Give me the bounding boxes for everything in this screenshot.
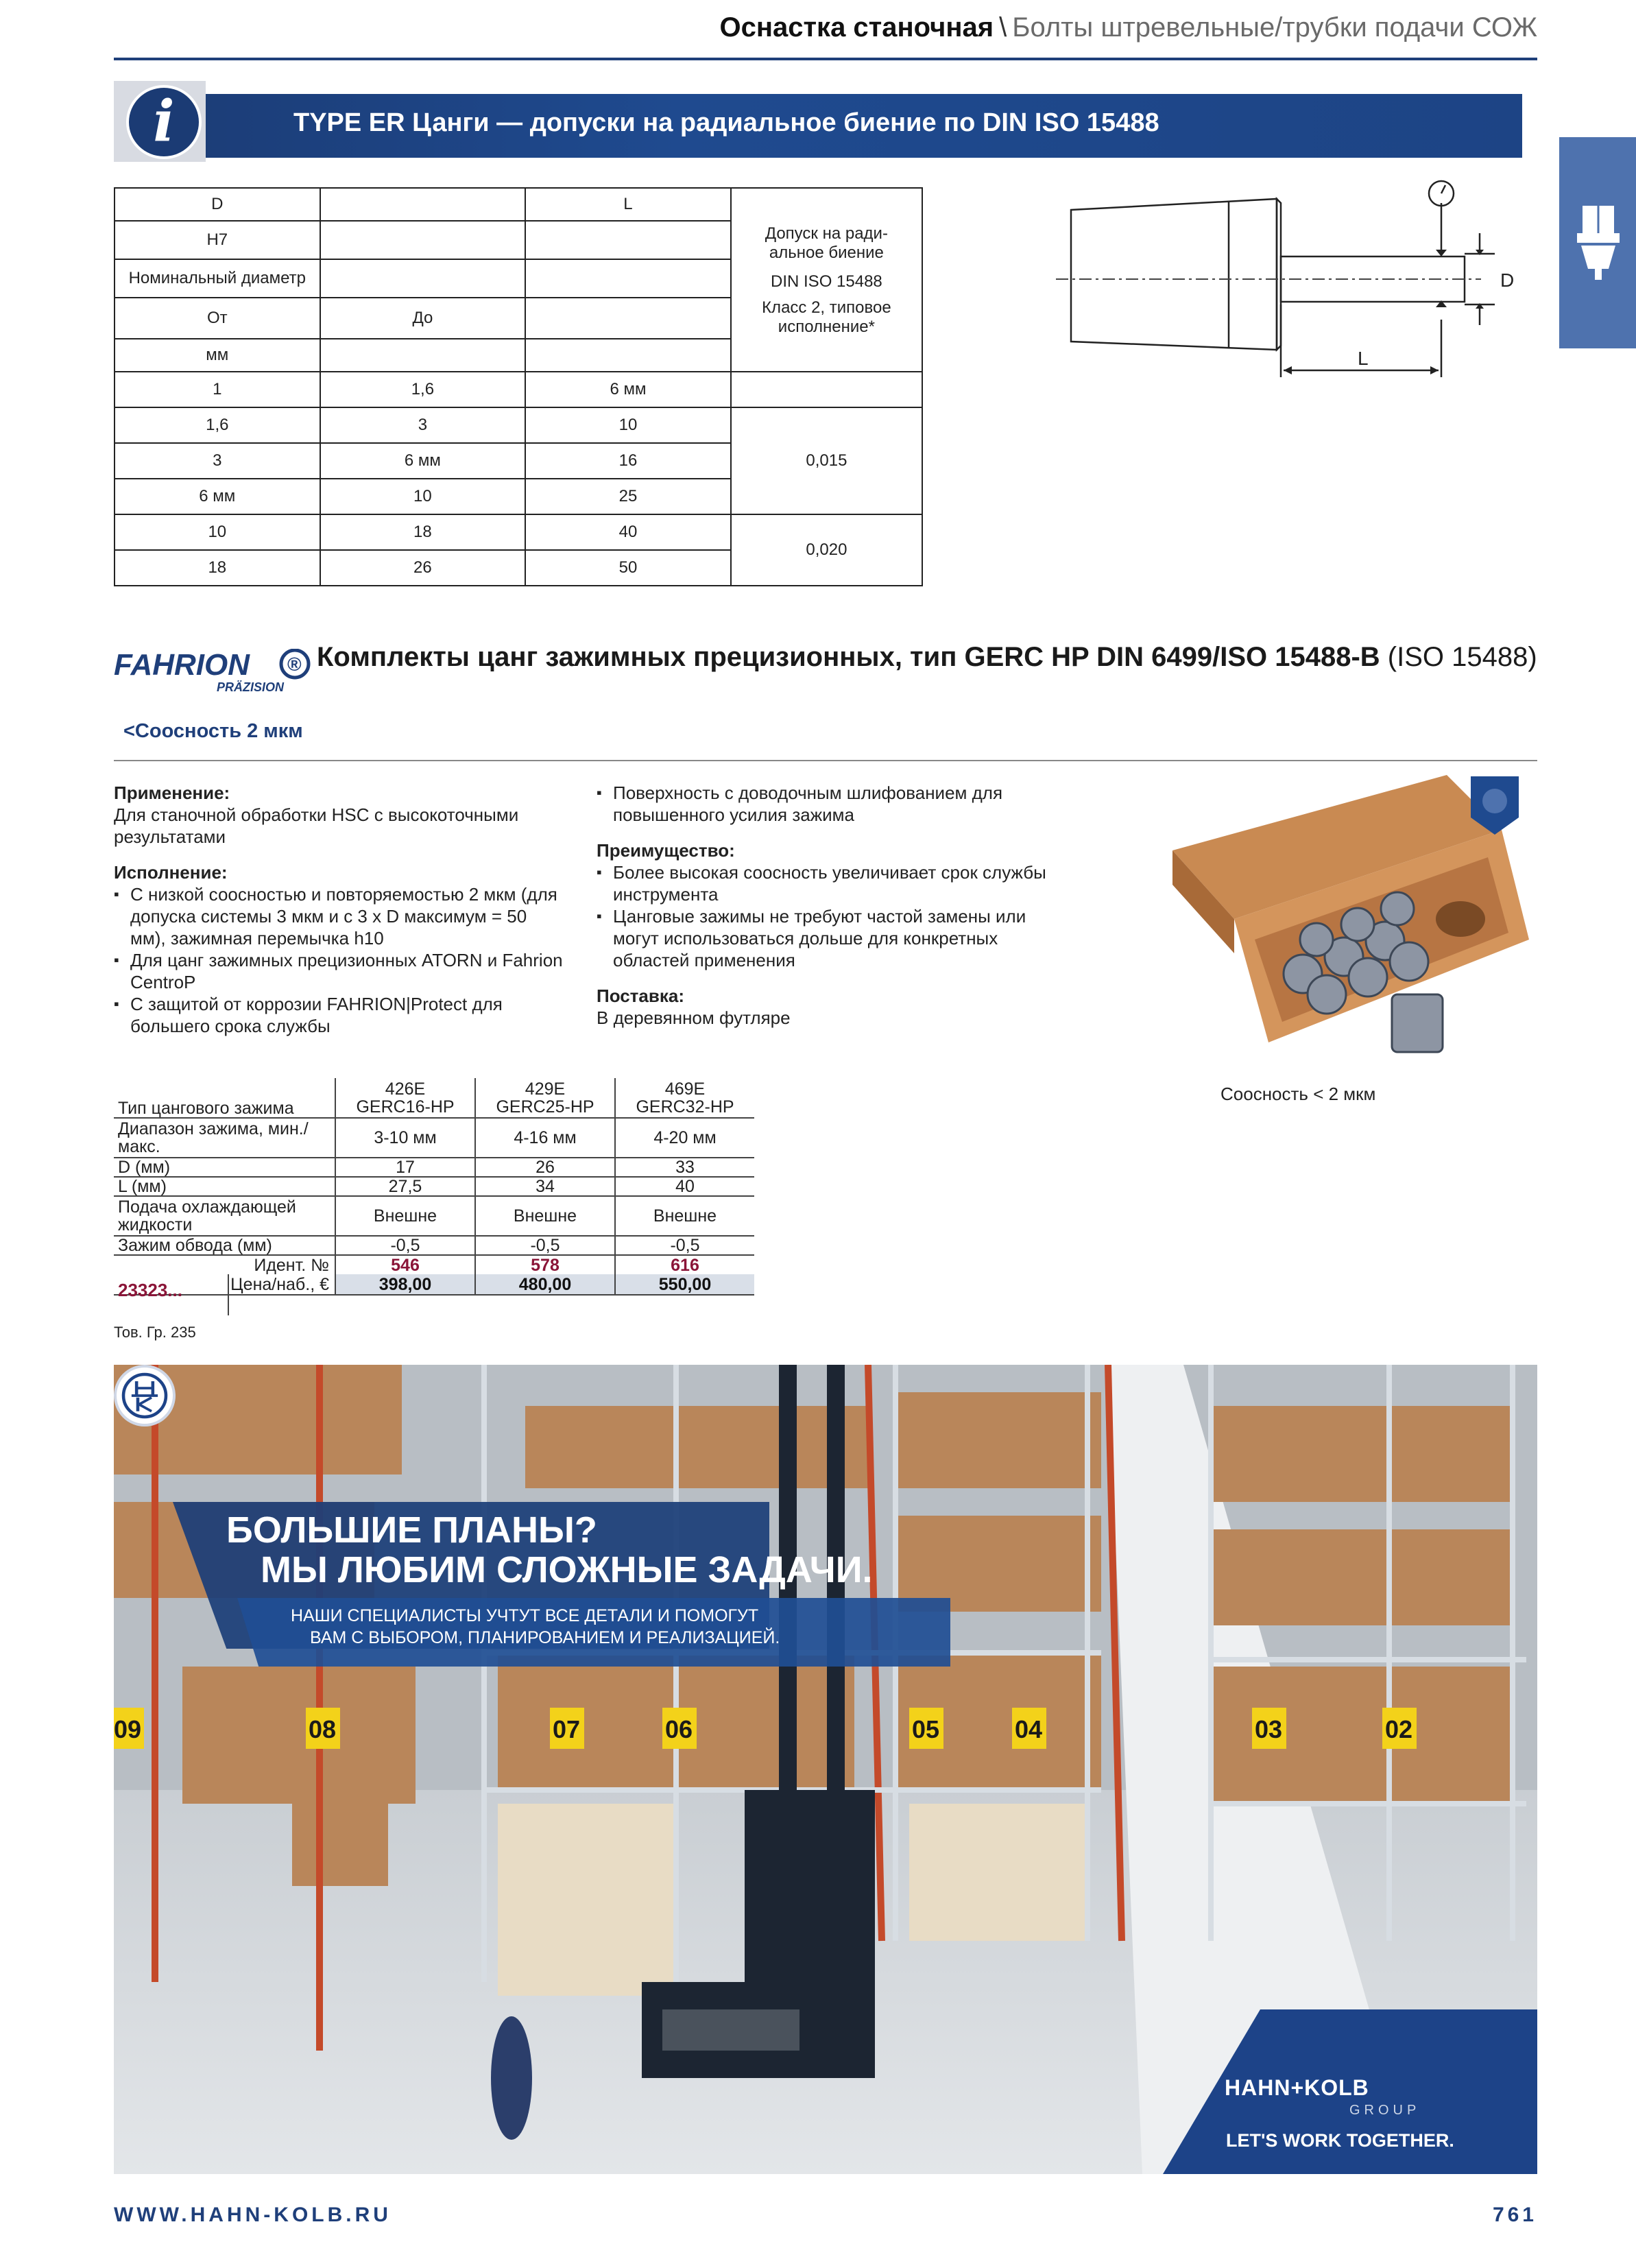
product-title-standard: (ISO 15488) [1380,642,1537,672]
concentricity-tag: <Соосность 2 мкм [123,720,303,742]
header-category: Оснастка станочная [719,12,994,43]
spec-cell: -0,5 [475,1236,615,1255]
tol-cell: 10 [320,479,526,514]
spec-cell: 34 [475,1177,615,1196]
tol-cell: 10 [115,514,320,550]
spec-code: 426E [385,1079,426,1099]
spec-cell: Внешне [475,1196,615,1236]
tol-cell: 1 [115,372,320,407]
list-item: ▪ Для цанг зажимных прецизионных ATORN и Fahrion CentroP [114,949,566,993]
hahn-kolb-brand: HAHN+KOLB [1225,2075,1369,2100]
description-col-1 [114,782,566,1037]
bay-number: 02 [1385,1715,1413,1743]
article-number: 23323... [118,1280,182,1300]
spec-clamp-label: Зажим обвода (мм) [114,1236,335,1255]
product-group: Тов. Гр. 235 [114,1324,196,1341]
ident-number[interactable]: 616 [615,1255,754,1274]
spec-cell: -0,5 [335,1236,475,1255]
execution-heading: Исполнение: [114,862,228,883]
diagram-label-l: L [1358,348,1369,369]
tol-cell: 1,6 [115,407,320,443]
runout-measurement-diagram [1056,178,1536,384]
spec-d-label: D (мм) [114,1158,335,1177]
article-divider [228,1274,229,1315]
spec-cell: 27,5 [335,1177,475,1196]
tol-cell: 6 мм [115,479,320,514]
tol-value-a: 0,015 [731,407,922,514]
spec-code: 469E [664,1079,706,1099]
tol-head-h7: H7 [115,221,320,259]
tol-head-empty [320,188,526,221]
tol-cell: 18 [320,514,526,550]
spec-cell: 33 [615,1158,754,1177]
tol-runout-line-1: Допуск на ради-альное биение [765,224,888,262]
spec-price-label: Цена/наб., € [230,1274,329,1294]
tol-runout-line-3: Класс 2, типовое исполнение* [762,298,891,336]
tol-cell: 16 [525,443,731,479]
ident-number[interactable]: 578 [475,1255,615,1274]
ad-headline-line-1: БОЛЬШИЕ ПЛАНЫ? [226,1509,597,1551]
bay-number: 03 [1255,1715,1283,1743]
header-subcategory: Болты штревельные/трубки подачи СОЖ [1012,12,1537,43]
page-number: 761 [1492,2204,1537,2226]
product-title-main: Комплекты цанг зажимных прецизионных, тип GERC HP DIN 6499/ISO 15488-B [317,642,1380,672]
info-icon: i [126,85,202,159]
runout-tolerance-table [114,187,923,586]
tol-cell: 25 [525,479,731,514]
hahn-kolb-slogan: LET'S WORK TOGETHER. [1226,2130,1454,2151]
tol-head-from: От [115,298,320,339]
delivery-text: В деревянном футляре [597,1007,791,1028]
spec-cell: 26 [475,1158,615,1177]
price-value: 398,00 [335,1274,475,1295]
info-banner-title: TYPE ER Цанги — допуски на радиальное биение по DIN ISO 15488 [293,108,1159,137]
tol-cell: 26 [320,550,526,586]
tol-cell: 50 [525,550,731,586]
warehouse-advertisement[interactable] [114,1365,1537,2174]
spec-cell: 17 [335,1158,475,1177]
application-text: Для станочной обработки HSC с высокоточными результатами [114,804,519,847]
spec-column-2 [475,1078,615,1118]
spec-code: 429E [525,1079,566,1099]
delivery-heading: Поставка: [597,986,684,1006]
tol-head-unit: мм [115,339,320,372]
tol-cell: 6 мм [320,443,526,479]
footer-website-link[interactable]: WWW.HAHN-KOLB.RU [114,2204,392,2226]
list-item: ▪ Более высокая соосность увеличивает срок службы инструмента [597,861,1070,905]
spec-type-label: Тип цангового зажима [114,1078,335,1118]
surface-list [597,782,1070,826]
collet-set-case-image [1159,768,1543,1084]
tol-head-runout [731,188,922,372]
fahrion-logo [114,649,313,694]
bay-number: 09 [114,1715,142,1743]
tol-runout-line-2: DIN ISO 15488 [771,272,882,291]
list-item: ▪ Поверхность с доводочным шлифованием для повышенного усилия зажима [597,782,1070,826]
tol-cell: 10 [525,407,731,443]
spec-cell: Внешне [615,1196,754,1236]
ad-headline-line-2: МЫ ЛЮБИМ СЛОЖНЫЕ ЗАДАЧИ. [261,1549,873,1590]
fahrion-logo-sub: PRÄZISION [217,680,285,694]
bay-number: 05 [912,1715,940,1743]
spec-cell: Внешне [335,1196,475,1236]
price-value: 550,00 [615,1274,754,1295]
header-separator: \ [999,12,1007,43]
advantage-list [597,861,1070,971]
spec-column-3 [615,1078,754,1118]
tol-head-nominal: Номинальный диаметр [115,259,320,298]
page-header [719,12,1537,43]
description-col-2 [597,782,1070,1029]
bay-number: 08 [309,1715,337,1743]
list-item: ▪ С защитой от коррозии FAHRION|Protect для большего срока службы [114,993,566,1037]
tol-cell: 6 мм [525,372,731,407]
spec-l-label: L (мм) [114,1177,335,1196]
fahrion-logo-text: FAHRION [114,649,250,682]
ident-number[interactable]: 546 [335,1255,475,1274]
tol-cell: 3 [320,407,526,443]
fahrion-logo-mark: ® [287,654,302,675]
spec-ident-label: Идент. № [254,1255,329,1275]
tol-cell: 3 [115,443,320,479]
spec-range-label: Диапазон зажима, мин./макс. [114,1118,335,1158]
ad-subline-1: НАШИ СПЕЦИАЛИСТЫ УЧТУТ ВСЕ ДЕТАЛИ И ПОМОГУТ [291,1606,759,1625]
spec-cell: -0,5 [615,1236,754,1255]
spec-cell: 4-16 мм [475,1118,615,1158]
bay-number: 06 [665,1715,693,1743]
spec-cell: 40 [615,1177,754,1196]
collet-chuck-icon [1577,206,1620,281]
spec-model: GERC25-HP [496,1097,594,1117]
tol-cell: 18 [115,550,320,586]
tol-cell: 40 [525,514,731,550]
tol-head-to: До [320,298,526,339]
list-item: ▪ Цанговые зажимы не требуют частой замены или могут использоваться дольше для конкретных областей применения [597,905,1070,971]
tol-head-l: L [525,188,731,221]
bay-number: 04 [1015,1715,1043,1743]
product-title [317,640,1537,674]
section-divider [114,760,1537,761]
diagram-label-d: D [1500,270,1515,291]
price-value: 480,00 [475,1274,615,1295]
image-caption: Соосность < 2 мкм [1220,1084,1376,1104]
application-heading: Применение: [114,783,230,803]
spec-model: GERC32-HP [636,1097,734,1117]
spec-model: GERC16-HP [356,1097,455,1117]
hahn-kolb-emblem-icon [114,1365,176,1427]
ad-subline-2: ВАМ С ВЫБОРОМ, ПЛАНИРОВАНИЕМ И РЕАЛИЗАЦИЕЙ. [310,1628,780,1647]
tol-cell: 1,6 [320,372,526,407]
execution-list [114,883,566,1037]
tol-head-d: D [115,188,320,221]
bay-number: 07 [553,1715,581,1743]
advantage-heading: Преимущество: [597,840,735,861]
spec-coolant-label: Подача охлаждающей жидкости [114,1196,335,1236]
spec-column-1 [335,1078,475,1118]
hahn-kolb-group: GROUP [1349,2103,1421,2118]
tol-value-b: 0,020 [731,514,922,586]
list-item: ▪ С низкой соосностью и повторяемостью 2 мкм (для допуска системы 3 мкм и с 3 x D максимум = 50 мм), зажимная перемычка h10 [114,883,566,949]
header-rule [114,58,1537,60]
product-spec-table [114,1078,754,1296]
spec-cell: 4-20 мм [615,1118,754,1158]
spec-ident-label-cell [114,1255,335,1274]
spec-cell: 3-10 мм [335,1118,475,1158]
